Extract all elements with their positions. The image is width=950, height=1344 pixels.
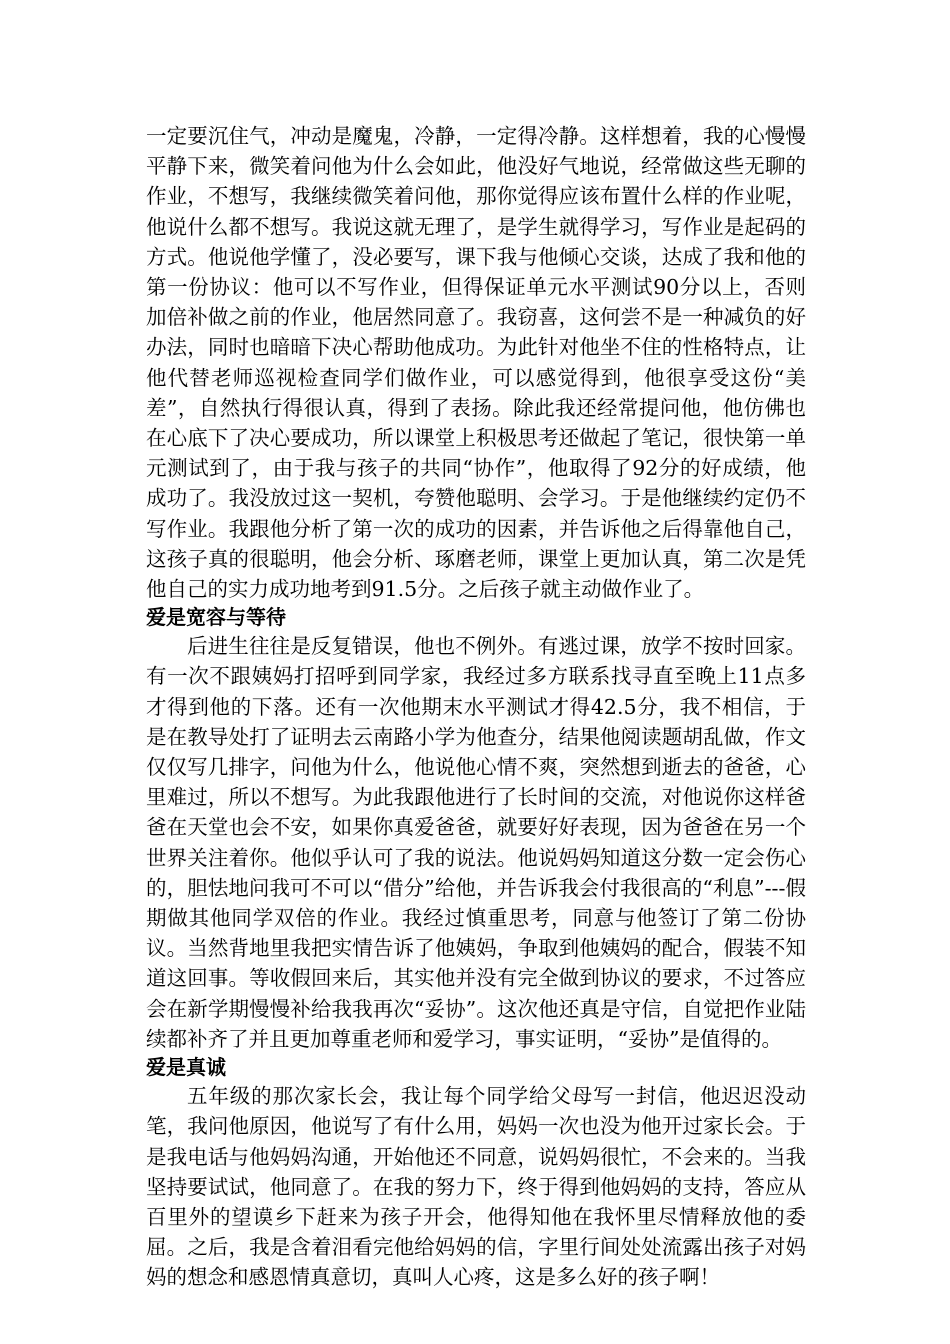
document-page [146,121,806,1293]
section-heading-sincerity: 爱是真诚 [146,1055,226,1080]
body-paragraph-tolerance: 后进生往往是反复错误，他也不例外。有逃过课，放学不按时回家。有一次不跟姨妈打招呼到同学家，我经过多方联系找寻直至晚上11点多才得到他的下落。还有一次他期末水平测试才得42.5分，我不相信，于是在教导处打了证明去云南路小学为他查分，结果他阅读题胡乱做，作文仅仅写几排字，问他为什么，他说他心情不爽，突然想到逝去的爸爸，心里难过，所以不想写。为此我跟他进行了长时间的交流，对他说你这样爸爸在天堂也会不安，如果你真爱爸爸，就要好好表现，因为爸爸在另一个世界关注着你。他似乎认可了我的说法。他说妈妈知道这分数一定会伤心的，胆怯地问我可不可以“借分”给他，并告诉我会付我很高的“利息”---假期做其他同学双倍的作业。我经过慎重思考，同意与他签订了第二份协议。当然背地里我把实情告诉了他姨妈，争取到他姨妈的配合，假装不知道这回事。等收假回来后，其实他并没有完全做到协议的要求，不过答应会在新学期慢慢补给我我再次“妥协”。这次他还真是守信，自觉把作业陆续都补齐了并且更加尊重老师和爱学习，事实证明，“妥协”是值得的。 [146,634,806,1051]
section-heading-tolerance: 爱是宽容与等待 [146,605,286,630]
body-paragraph-continued: 一定要沉住气，冲动是魔鬼，冷静，一定得冷静。这样想着，我的心慢慢平静下来，微笑着问他为什么会如此，他没好气地说，经常做这些无聊的作业，不想写，我继续微笑着问他，那你觉得应该布置什么样的作业呢，他说什么都不想写。我说这就无理了，是学生就得学习，写作业是起码的方式。他说他学懂了，没必要写，课下我与他倾心交谈，达成了我和他的第一份协议：他可以不写作业，但得保证单元水平测试90分以上，否则加倍补做之前的作业，他居然同意了。我窃喜，这何尝不是一种减负的好办法，同时也暗暗下决心帮助他成功。为此针对他坐不住的性格特点，让他代替老师巡视检查同学们做作业，可以感觉得到，他很享受这份“美差”，自然执行得很认真，得到了表扬。除此我还经常提问他，他仿佛也在心底下了决心要成功，所以课堂上积极思考还做起了笔记，很快第一单元测试到了，由于我与孩子的共同“协作”，他取得了92分的好成绩，他成功了。我没放过这一契机，夸赞他聪明、会学习。于是他继续约定仍不写作业。我跟他分析了第一次的成功的因素，并告诉他之后得靠他自己，这孩子真的很聪明，他会分析、琢磨老师，课堂上更加认真，第二次是凭他自己的实力成功地考到91.5分。之后孩子就主动做作业了。 [146,124,806,602]
body-paragraph-sincerity: 五年级的那次家长会，我让每个同学给父母写一封信，他迟迟没动笔，我问他原因，他说写了有什么用，妈妈一次也没为他开过家长会。于是我电话与他妈妈沟通，开始他还不同意，说妈妈很忙，不会来的。当我坚持要试试，他同意了。在我的努力下，终于得到他妈妈的支持，答应从百里外的望谟乡下赶来为孩子开会，他得知他在我怀里尽情释放他的委屈。之后，我是含着泪看完他给妈妈的信，字里行间处处流露出孩子对妈妈的想念和感恩情真意切，真叫人心疼，这是多么好的孩子啊！ [146,1084,806,1290]
